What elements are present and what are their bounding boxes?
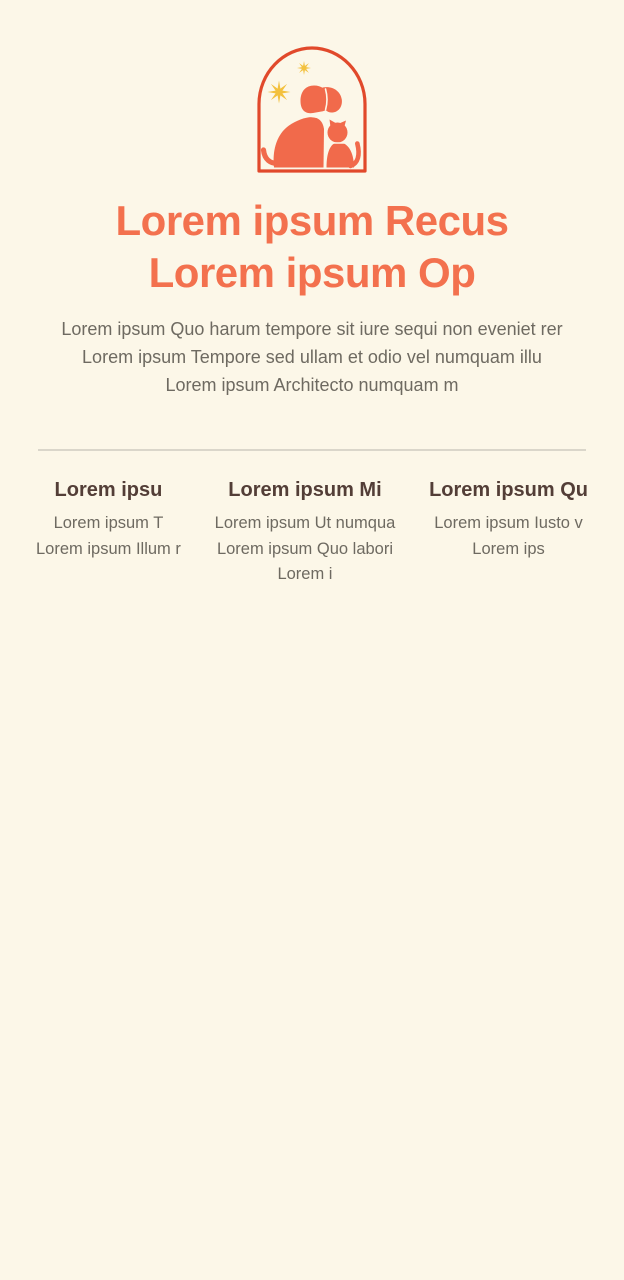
info-column-3 (429, 478, 588, 562)
page-title (0, 195, 624, 299)
description-line: Lorem ipsum Tempore sed ullam et odio vel numquam illu (82, 347, 542, 367)
page-title-line1: Lorem ipsum Recus (115, 197, 509, 244)
column-line: Lorem ips (472, 539, 545, 558)
column-line: Lorem ipsum Quo labori (216, 539, 394, 558)
dog-cat-arch-logo (257, 46, 367, 173)
column-line: Lorem ipsum Iusto v (434, 514, 583, 532)
page-title-line2: Lorem ipsum Op (148, 249, 476, 296)
column-lines (429, 511, 588, 562)
page-description (0, 315, 624, 399)
column-heading: Lorem ipsu (54, 479, 163, 501)
description-line: Lorem ipsum Architecto numquam m (165, 375, 459, 395)
column-line: Lorem ipsum Illum r (36, 539, 181, 558)
sparkle-icon (268, 81, 291, 104)
info-column-2 (215, 478, 396, 588)
page (0, 0, 624, 588)
column-lines (215, 511, 396, 588)
sparkle-icon (297, 61, 311, 75)
column-lines (36, 511, 181, 562)
info-column-1 (36, 478, 181, 562)
column-heading: Lorem ipsum Qu (429, 479, 588, 501)
column-line: Lorem i (277, 565, 333, 583)
column-line: Lorem ipsum Ut numqua (214, 514, 396, 532)
column-line: Lorem ipsum T (53, 514, 164, 532)
column-heading: Lorem ipsum Mi (228, 479, 382, 501)
info-columns (0, 451, 624, 588)
logo (257, 46, 367, 173)
description-line: Lorem ipsum Quo harum tempore sit iure sequi non eveniet rer (61, 319, 563, 339)
cat-icon (327, 120, 359, 168)
